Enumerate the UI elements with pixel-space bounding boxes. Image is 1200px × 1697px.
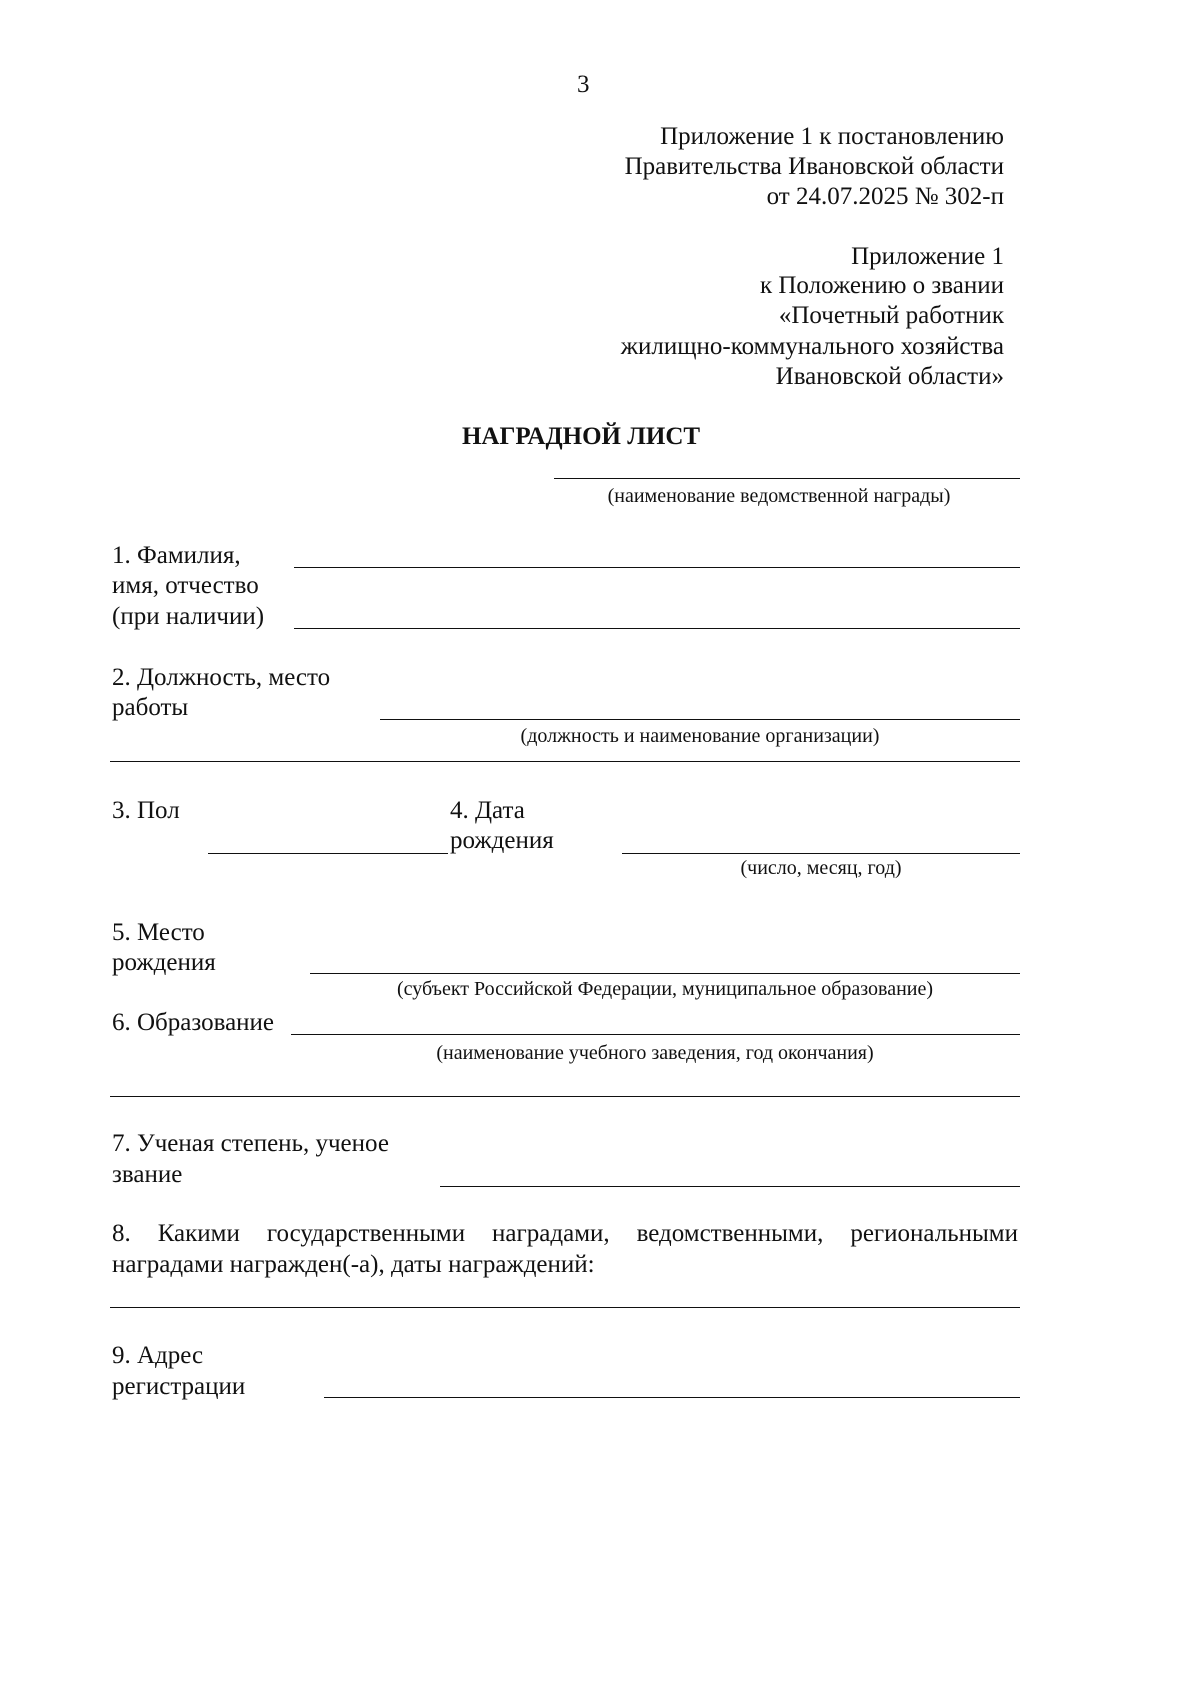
header-line: Ивановской области» — [775, 363, 1004, 390]
header-line: Правительства Ивановской области — [624, 153, 1004, 180]
field-label: 8. Какими государственными наградами, ведомственными, региональными — [112, 1220, 1018, 1247]
field-label: 3. Пол — [112, 797, 180, 824]
full-name-input-line[interactable] — [294, 628, 1020, 629]
field-label: 6. Образование — [112, 1009, 275, 1036]
birth-place-caption: (субъект Российской Федерации, муниципальное образование) — [396, 978, 934, 1000]
award-name-caption: (наименование ведомственной награды) — [607, 485, 951, 507]
award-name-line — [554, 478, 1020, 479]
field-label: (при наличии) — [112, 603, 265, 630]
field-label: 1. Фамилия, — [112, 542, 241, 569]
header-line: «Почетный работник — [778, 302, 1004, 329]
position-caption: (должность и наименование организации) — [520, 725, 880, 747]
header-line: к Положению о звании — [759, 272, 1004, 299]
education-input-line[interactable] — [291, 1034, 1020, 1035]
field-label: 9. Адрес — [112, 1342, 204, 1369]
field-label: рождения — [450, 827, 554, 854]
field-label: 5. Место — [112, 919, 205, 946]
field-label: 7. Ученая степень, ученое — [112, 1130, 389, 1157]
sex-input-line[interactable] — [208, 853, 448, 854]
field-label: регистрации — [112, 1373, 246, 1400]
field-label: рождения — [112, 949, 216, 976]
header-line: Приложение 1 — [851, 243, 1004, 270]
birth-date-input-line[interactable] — [622, 853, 1020, 854]
header-line: Приложение 1 к постановлению — [660, 123, 1004, 150]
document-title: НАГРАДНОЙ ЛИСТ — [461, 423, 701, 450]
position-input-line[interactable] — [380, 719, 1020, 720]
header-line: от 24.07.2025 № 302-п — [766, 183, 1004, 210]
field-label: работы — [112, 694, 189, 721]
field-label: имя, отчество — [112, 572, 259, 599]
field-label: наградами награжден(-а), даты награждений: — [112, 1251, 595, 1278]
education-caption: (наименование учебного заведения, год окончания) — [436, 1042, 874, 1064]
birth-date-caption: (число, месяц, год) — [740, 857, 902, 879]
registration-address-input-line[interactable] — [324, 1397, 1020, 1398]
header-line: жилищно-коммунального хозяйства — [620, 333, 1004, 360]
birth-place-input-line[interactable] — [310, 973, 1020, 974]
field-label: звание — [112, 1161, 183, 1188]
awards-input-line[interactable] — [110, 1307, 1020, 1308]
academic-degree-input-line[interactable] — [440, 1186, 1020, 1187]
field-label: 2. Должность, место — [112, 664, 331, 691]
field-label: 4. Дата — [450, 797, 525, 824]
full-name-input-line[interactable] — [294, 567, 1020, 568]
page-number: 3 — [577, 71, 590, 98]
position-input-line[interactable] — [110, 761, 1020, 762]
education-input-line[interactable] — [110, 1096, 1020, 1097]
